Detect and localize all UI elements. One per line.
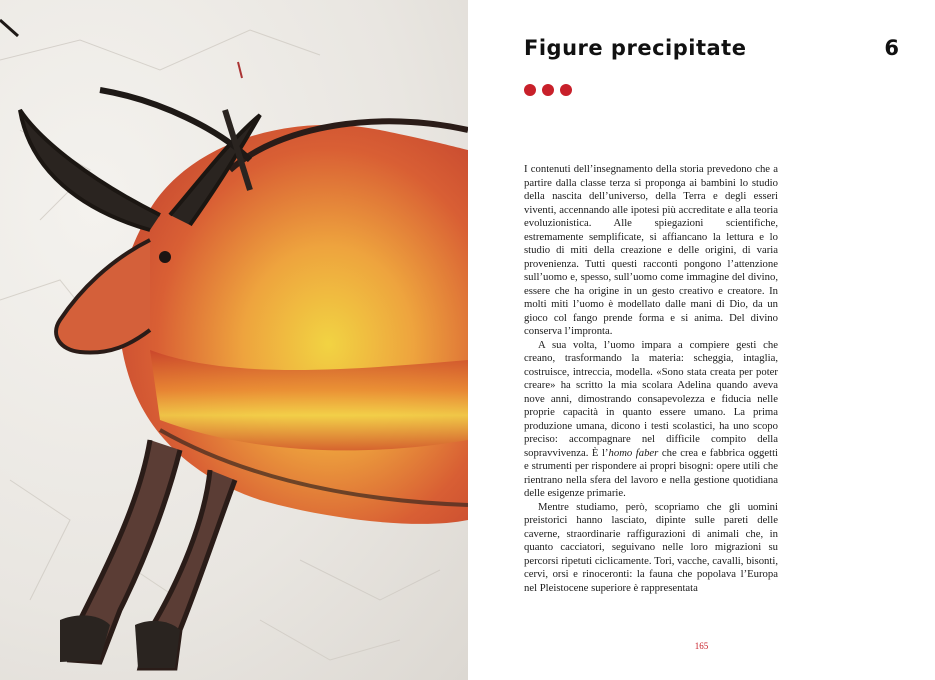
page-number: 165 — [694, 641, 709, 651]
paragraph-2-tail: che crea e fabbrica oggetti e strumenti per rispondere ai propri bisogni: opere utili che rientrano nella sfera del lavoro e nella gestione quotidiana delle esigenze primarie. — [524, 446, 779, 499]
red-dot-icon — [542, 84, 554, 96]
text-page — [468, 0, 935, 680]
decorative-dots — [524, 84, 572, 96]
chapter-title: Figure precipitate — [524, 36, 747, 60]
paragraph-2-text: A sua volta, l’uomo impara a compiere gesti che creano, trasformando la materia: scheggia, intaglia, costruisce, intreccia, modella. «Sono stata creata per poter creare» ha scritto la mia scolara Adelina quando aveva nove anni, dimostrando consapevolezza e fiducia nelle proprie capacità in quanto essere umano. La prima produzione umana, dicono i testi scolastici, ha uno scopo preciso: accompagnare nel difficile compito della sopravvivenza. È l’ — [524, 338, 778, 459]
chapter-number: 6 — [884, 36, 899, 60]
red-dot-icon — [524, 84, 536, 96]
paragraph-3: Mentre studiamo, però, scopriamo che gli uomini preistorici hanno lasciato, dipinte sulle pareti delle caverne, straordinarie raffigurazioni di animali che, in quanto cacciatori, seguivano nelle loro migrazioni su percorsi ripetuti ciclicamente. Tori, vacche, cavalli, bisonti, cervi, orsi e rinoceronti: la fauna che popolava l’Europa nel Pleistocene superiore è rappresentata — [524, 500, 778, 594]
red-dot-icon — [560, 84, 572, 96]
paragraph-2 — [524, 339, 778, 501]
paragraph-2-italic: homo faber — [608, 446, 659, 459]
paragraph-1: I contenuti dell’insegnamento della storia prevedono che a partire dalla classe terza si proponga ai bambini lo studio della nascita dell’universo, della Terra e degli esseri viventi, accennando alle ipotesi più accreditate e alla teoria evoluzionistica. Alle spiegazioni scientifiche, estremamente semplificate, si affiancano la lettura e lo studio di miti della creazione e delle origini, di varia provenienza. Tutti questi racconti pongono l’attenzione sull’uomo e, spesso, sull’uomo come immagine del divino, essere che ha origine in un gesto creativo e creatore. In molti miti l’uomo è modellato dalle mani di Dio, da un gioco col fango prende forma e si anima. Del divino conserva l’impronta. — [524, 163, 778, 337]
body-text — [524, 163, 778, 595]
